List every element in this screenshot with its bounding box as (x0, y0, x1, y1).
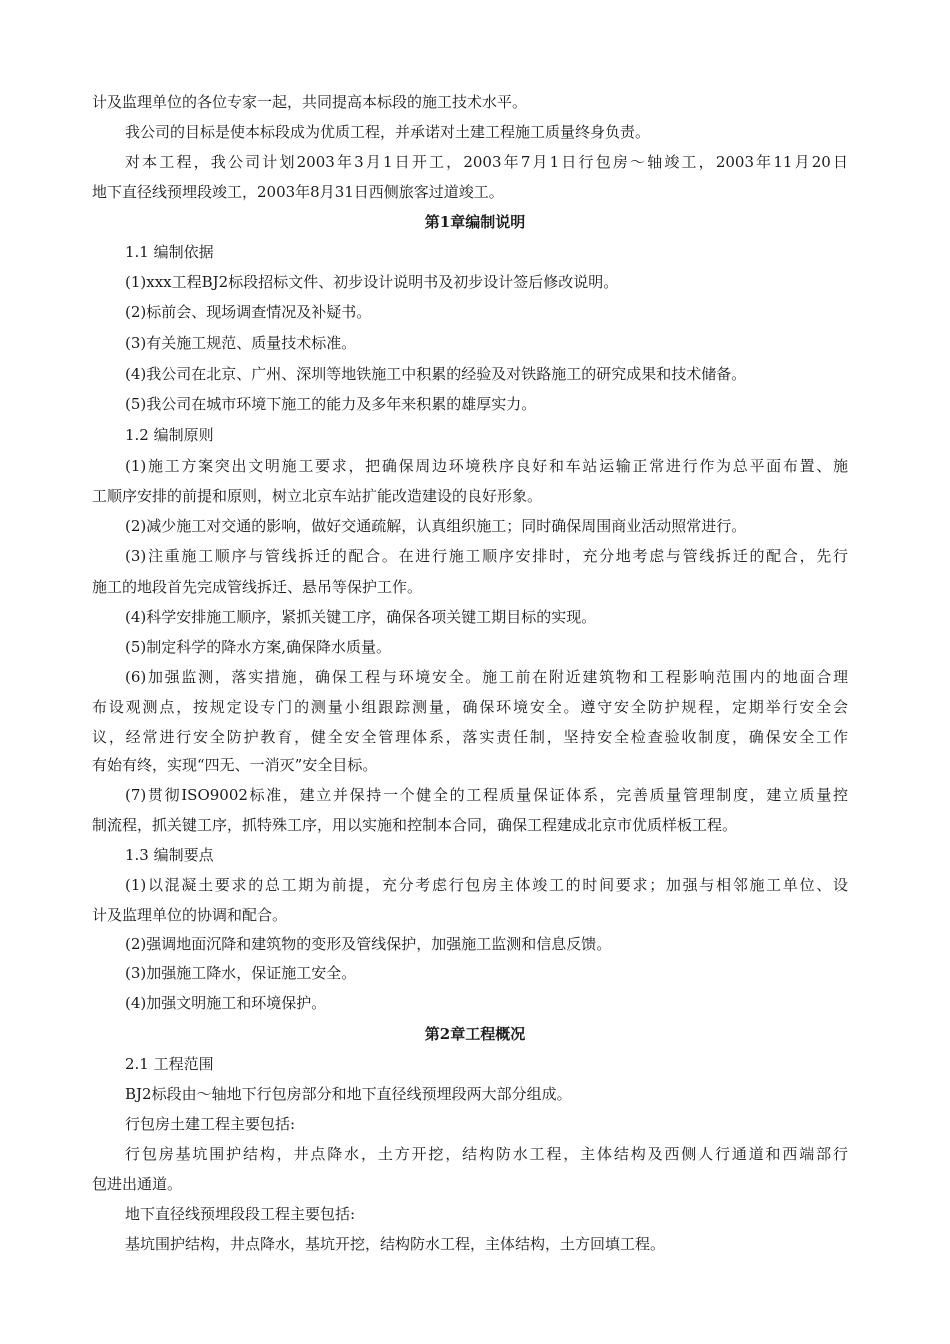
chapter-heading: 第1章编制说明 (424, 213, 526, 231)
list-item: (1)xxx工程BJ2标段招标文件、初步设计说明书及初步设计签后修改说明。 (125, 273, 619, 291)
section-heading: 2.1 工程范围 (125, 1055, 214, 1073)
paragraph-line: 计及监理单位的协调和配合。 (92, 906, 288, 924)
list-item: (5)制定科学的降水方案,确保降水质量。 (125, 638, 392, 656)
paragraph-line: 对本工程，我公司计划2003年3月1日开工，2003年7月1日行包房～轴竣工，2003年11月20日 (125, 153, 848, 171)
paragraph-line: 包进出通道。 (92, 1175, 183, 1193)
list-item: (2)减少施工对交通的影响，做好交通疏解，认真组织施工；同时确保周围商业活动照常进行。 (125, 517, 747, 535)
section-heading: 1.2 编制原则 (125, 426, 214, 444)
paragraph-line: 议，经常进行安全防护教育，健全安全管理体系，落实责任制，坚持安全检查验收制度，确保安全工作 (92, 728, 848, 746)
list-item: (4)加强文明施工和环境保护。 (125, 994, 327, 1012)
list-item: (3)注重施工顺序与管线拆迁的配合。在进行施工顺序安排时，充分地考虑与管线拆迁的配合，先行 (125, 547, 848, 565)
paragraph-line: 施工的地段首先完成管线拆迁、悬吊等保护工作。 (92, 578, 423, 596)
list-item: (7)贯彻ISO9002标准，建立并保持一个健全的工程质量保证体系，完善质量管理制度，建立质量控 (125, 786, 848, 804)
list-item: (1)以混凝土要求的总工期为前提，充分考虑行包房主体竣工的时间要求；加强与相邻施工单位、设 (125, 876, 848, 894)
list-item: (6)加强监测，落实措施，确保工程与环境安全。施工前在附近建筑物和工程影响范围内的地面合理 (125, 668, 848, 686)
list-item: (5)我公司在城市环境下施工的能力及多年来积累的雄厚实力。 (125, 395, 537, 413)
paragraph-line: 行包房基坑围护结构，井点降水，土方开挖，结构防水工程，主体结构及西侧人行通道和西端部行 (125, 1145, 848, 1163)
list-item: (4)科学安排施工顺序，紧抓关键工序，确保各项关键工期目标的实现。 (125, 608, 597, 626)
section-heading: 1.1 编制依据 (125, 243, 214, 261)
paragraph-line: 制流程，抓关键工序，抓特殊工序，用以实施和控制本合同，确保工程建成北京市优质样板工程。 (92, 816, 738, 834)
paragraph-line: 布设观测点，按规定设专门的测量小组跟踪测量，确保环境安全。遵守安全防护规程，定期举行安全会 (92, 698, 848, 716)
paragraph-line: 地下直径线预埋段段工程主要包括: (125, 1205, 356, 1223)
paragraph-line: 地下直径线预埋段竣工，2003年8月31日西侧旅客过道竣工。 (92, 183, 504, 201)
section-heading: 1.3 编制要点 (125, 846, 214, 864)
list-item: (3)有关施工规范、质量技术标准。 (125, 334, 357, 352)
paragraph-line: 行包房土建工程主要包括: (125, 1115, 296, 1133)
chapter-heading: 第2章工程概况 (424, 1025, 526, 1043)
list-item: (2)强调地面沉降和建筑物的变形及管线保护，加强施工监测和信息反馈。 (125, 935, 612, 953)
list-item: (1)施工方案突出文明施工要求，把确保周边环境秩序良好和车站运输正常进行作为总平面布置、施 (125, 457, 848, 475)
paragraph-line: 我公司的目标是使本标段成为优质工程，并承诺对土建工程施工质量终身负责。 (125, 123, 651, 141)
paragraph-line: 计及监理单位的各位专家一起，共同提高本标段的施工技术水平。 (92, 93, 528, 111)
paragraph-line: 基坑围护结构，井点降水，基坑开挖，结构防水工程，主体结构，土方回填工程。 (125, 1235, 666, 1253)
list-item: (2)标前会、现场调查情况及补疑书。 (125, 303, 372, 321)
paragraph-line: 有始有终，实现“四无、一消灭”安全目标。 (92, 756, 378, 774)
paragraph-line: 工顺序安排的前提和原则，树立北京车站扩能改造建设的良好形象。 (92, 487, 543, 505)
list-item: (4)我公司在北京、广州、深圳等地铁施工中积累的经验及对铁路施工的研究成果和技术储备。 (125, 365, 747, 383)
paragraph-line: BJ2标段由～轴地下行包房部分和地下直径线预埋段两大部分组成。 (125, 1085, 572, 1103)
list-item: (3)加强施工降水，保证施工安全。 (125, 964, 357, 982)
